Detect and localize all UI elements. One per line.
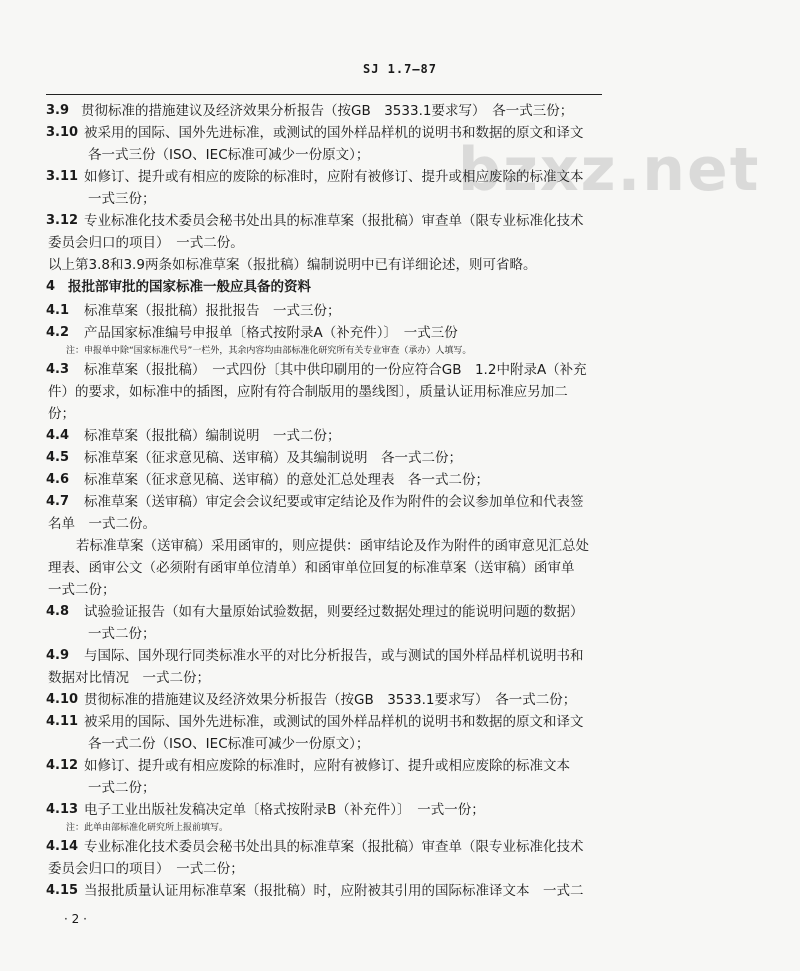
document-page: SJ 1.7—87 bzxz.net 3.9 贯彻标准的措施建议及经济效果分析报告（按GB 3533.1要求写） 各一式三份； 3.10 被采用的国际、国外先进标准，或测试的国外样品样机的说明书和数据的原文和译文 各一式三份（ISO、IEC标准可减少一份原文）； 3.11 如修订、提升或有相应的废除的标准时，应附有被修订、提升或相应废除的标准文本 一式三份； 3.12 专业标准化技术委员会秘书处出具的标准草案（报批稿）审查单（限专业标准化技术 委员会归口的项目） 一式二份。 以上第3.8和3.9两条如标准草案（报批稿）编制说明中已有详细论述，则可省略。 4 报批部审批的国家标准一般应具备的资料 4.1 标准草案（报批稿）报批报告 一式三份； 4.2 产品国家标准编号申报单〔格式按附录A（补充件）〕 一式三份 注：申报单中除“国家标准代号”一栏外，其余内容均由部标准化研究所有关专业审查（承办）人填写。 4.3 标准草案（报批稿） 一式四份〔其中供印刷用的一份应符合GB 1.2中附录A（补充 件）的要求，如标准中的插图，应附有符合制版用的墨线图〕，质量认证用标准应另加二 份； 4.4 标准草案（报批稿）编制说明 一式二份； 4.5 标准草案（征求意见稿、送审稿）及其编制说明 各一式二份； 4.6 标准草案（征求意见稿、送审稿）的意处汇总处理表 各一式二份； 4.7 标准草案（送审稿）审定会会议纪要或审定结论及作为附件的会议参加单位和代表签 名单 一式二份。 若标准草案（送审稿）采用函审的，则应提供：函审结论及作为附件的函审意见汇总处 理表、函审公文（必须附有函审单位清单）和函审单位回复的标准草案（送审稿）函审单 一式二份； 4.8 试验验证报告（如有大量原始试验数据，则要经过数据处理过的能说明问题的数据） 一式二份； 4.9 与国际、国外现行同类标准水平的对比分析报告，或与测试的国外样品样机说明书和 数据对比情况 一式二份； 4.10 贯彻标准的措施建议及经济效果分析报告（按GB 3533.1要求写） 各一式二份； 4.11 被采用的国际、国外先进标准，或测试的国外样品样机的说明书和数据的原文和译文 各一式二份（ISO、IEC标准可减少一份原文）； 4.12 如修订、提升或有相应废除的标准时，应附有被修订、提升或相应废除的标准文本 一式二份； 4.13 电子工业出版社发稿决定单〔格式按附录B（补充件）〕 一式一份； 注：此单由部标准化研究所上报前填写。 4.14 专业标准化技术委员会秘书处出具的标准草案（报批稿）审查单（限专业标准化技术 委员会归口的项目） 一式二份； 4.15 当报批质量认证用标准草案（报批稿）时，应附被其引用的国际标准译文本 一式二 · 2 · xyxy=(0,0,800,971)
standard-code-header: SJ 1.7—87 xyxy=(362,62,438,76)
header-rule xyxy=(46,94,602,95)
page-number: · 2 · xyxy=(64,912,87,926)
watermark: bzxz.net xyxy=(458,135,761,205)
